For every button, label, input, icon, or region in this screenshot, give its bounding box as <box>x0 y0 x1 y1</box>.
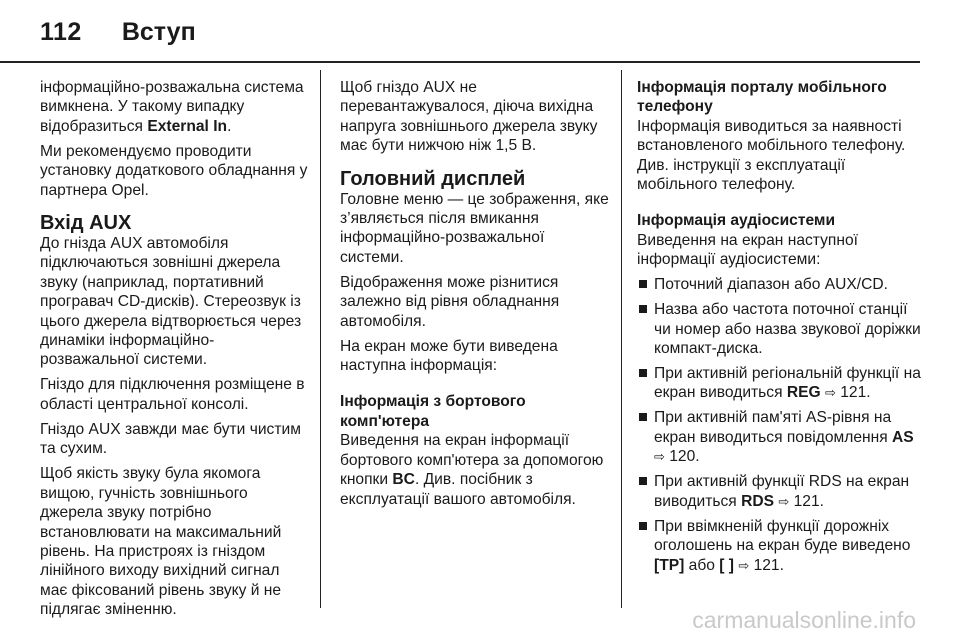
page-ref-arrow-icon: ⇨ <box>738 557 750 573</box>
column-3 <box>637 78 927 581</box>
list-item-text: При активній пам'яті AS-рівня на екран виводиться повідомлення <box>654 409 892 446</box>
list-item <box>637 275 927 294</box>
paragraph: Ми рекомендуємо проводити установку додаткового обладнання у партнера Opel. <box>40 142 308 199</box>
heading-aux-input: Вхід AUX <box>40 212 132 235</box>
subheading-audio-info: Інформація аудіосистеми <box>637 212 836 230</box>
column-divider-2 <box>621 70 622 608</box>
paragraph: Інформація виводиться за наявності встановленого мобільного телефону. Див. інструкції з експлуатації мобільного телефону. <box>637 117 906 194</box>
tp-alt-label: [ ] <box>719 556 734 574</box>
audio-info-list <box>637 275 927 575</box>
column-divider-1 <box>320 70 321 608</box>
paragraph <box>40 78 310 136</box>
paragraph-text: . Див. посібник з експлуатації вашого автомобіля. <box>340 471 576 508</box>
list-item-text: або <box>684 556 720 574</box>
list-item-text: При активній функції RDS на екран виводиться <box>654 473 910 510</box>
paragraph: Гніздо для підключення розміщене в області центральної консолі. <box>40 376 305 413</box>
header-rule <box>0 61 920 63</box>
list-item-text: При ввімкненій функції дорожніх оголошень на екран буде виведено <box>654 517 911 555</box>
page-ref-arrow-icon: ⇨ <box>654 449 665 465</box>
paragraph-text: інформаційно-розважальна система вимкнена. У такому випадку відобразиться <box>40 79 304 135</box>
list-item <box>637 472 927 511</box>
paragraph: До гнізда AUX автомобіля підключаються зовнішні джерела звуку (наприклад, портативний програвач CD-дисків). Стереозвук із цього джерела відтворюється через динаміки інформаційно-розважальної системи. <box>40 235 302 369</box>
paragraph: Відображення може різнитися залежно від рівня обладнання автомобіля. <box>340 273 560 330</box>
paragraph-text: . <box>227 117 232 135</box>
list-item-text: Поточний діапазон або AUX/CD. <box>654 276 888 294</box>
list-item-text: Назва або частота поточної станції чи номер або назва звукової доріжки компакт-диска. <box>654 301 921 358</box>
page-ref: 121. <box>835 384 871 402</box>
column-2 <box>340 78 610 515</box>
paragraph <box>340 431 610 509</box>
external-in-label: External In <box>147 117 228 135</box>
paragraph: На екран може бути виведена наступна інформація: <box>340 337 558 375</box>
as-label: AS <box>892 428 914 446</box>
rds-label: RDS <box>741 492 775 510</box>
list-item <box>637 300 927 358</box>
page-header <box>40 12 196 52</box>
subheading-phone-portal: Інформація порталу мобільного телефону <box>637 79 887 116</box>
paragraph: Щоб якість звуку була якомога вищою, гучність зовнішнього джерела звуку потрібно встановлювати на максимальний рівень. На пристроях із гніздом лінійного виходу вихідний сигнал має фіксований рівень звуку й не підлягає зміненню. <box>40 465 282 619</box>
paragraph: Виведення на екран наступної інформації аудіосистеми: <box>637 231 858 269</box>
paragraph: Головне меню — це зображення, яке з’являється після вмикання інформаційно-розважальної системи. <box>340 190 609 266</box>
section-title: Вступ <box>121 17 196 46</box>
paragraph: Щоб гніздо AUX не перевантажувалося, діюча вихідна напруга зовнішнього джерела звуку має бути нижчою ніж 1,5 В. <box>340 79 598 155</box>
list-item <box>637 517 927 575</box>
paragraph: Гніздо AUX завжди має бути чистим та сухим. <box>40 420 301 458</box>
watermark: carmanualsonline.info <box>692 607 916 633</box>
paragraph-text: Виведення на екран інформації бортового комп'ютера за допомогою кнопки <box>340 432 604 489</box>
page-ref-arrow-icon: ⇨ <box>825 385 836 401</box>
page-number: 112 <box>40 17 82 46</box>
subheading-trip-computer: Інформація з бортового комп'ютера <box>340 393 526 430</box>
page-ref-arrow-icon: ⇨ <box>778 493 790 509</box>
list-item <box>637 364 927 403</box>
list-item <box>637 408 927 466</box>
column-1 <box>40 78 310 625</box>
tp-label: [TP] <box>654 556 685 574</box>
bc-button-label: BC <box>392 471 415 489</box>
heading-main-display: Головний дисплей <box>340 167 526 190</box>
page-ref: 121. <box>789 492 824 510</box>
list-item-text: При активній регіональній функції на екран виводиться <box>654 365 921 402</box>
page-ref: 121. <box>749 556 784 574</box>
page-ref: 120. <box>664 448 700 466</box>
reg-label: REG <box>786 384 821 402</box>
